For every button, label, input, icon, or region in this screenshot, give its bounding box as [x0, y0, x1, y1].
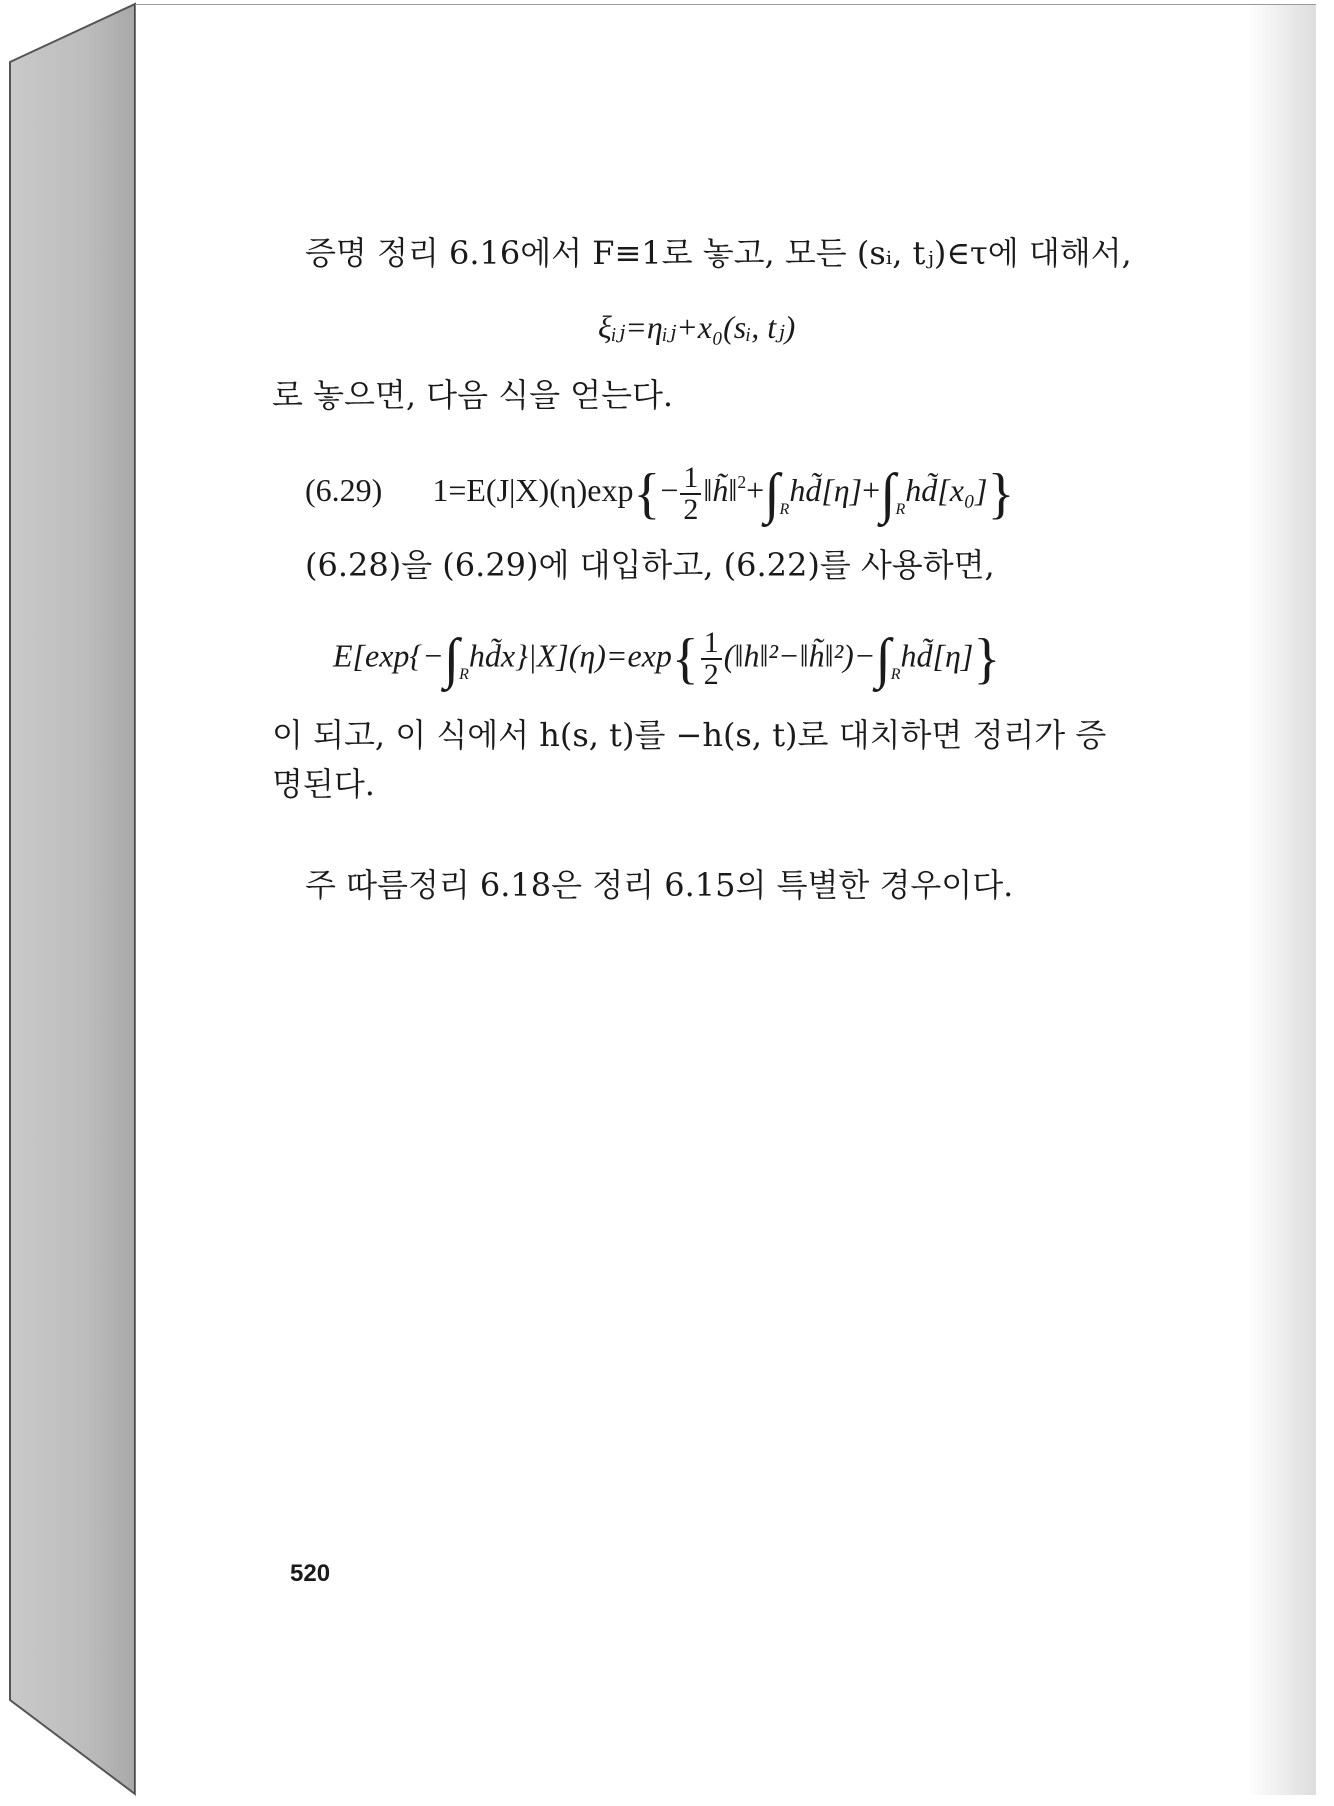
proof-line-1: 증명 정리 6.16에서 F≡1로 놓고, 모든 (sᵢ, tⱼ)∈τ에 대해서,	[305, 234, 1132, 272]
proof-line-4: 이 되고, 이 식에서 h(s, t)를 −h(s, t)로 대치하면 정리가 증	[272, 716, 1107, 754]
equation-label: (6.29)	[305, 472, 383, 509]
fraction-half	[701, 628, 722, 690]
eq2-plus-1: +	[746, 472, 765, 509]
eq3-part-b: hd̃x}|X](η)=exp	[468, 637, 672, 674]
right-brace-icon: }	[973, 628, 1001, 690]
eq3-part-a: E[exp{−	[333, 637, 444, 674]
page-edge-shadow	[1246, 5, 1316, 1795]
eq2-term-1: hd̃[η]	[789, 472, 863, 509]
eq2-neg: −	[660, 472, 679, 509]
book-spine	[0, 0, 140, 1806]
fraction-numerator: 1	[701, 628, 722, 660]
equation-xi	[598, 307, 795, 347]
fraction-denominator: 2	[683, 492, 699, 526]
left-brace-icon: {	[633, 462, 661, 525]
page-number: 520	[290, 1560, 331, 1587]
fraction-denominator: 2	[703, 658, 719, 691]
eq2-term-2: hd̃[x₀]	[905, 472, 988, 509]
integral-icon: ∫	[443, 628, 460, 690]
eq2-norm: ‖h̃‖	[703, 472, 738, 509]
fraction-half	[680, 460, 701, 526]
integral-icon: ∫	[880, 462, 896, 525]
equation-6-29	[305, 462, 1014, 530]
eq3-part-d: hd̃[η]	[900, 637, 974, 674]
integral-subscript: R	[895, 500, 906, 518]
left-brace-icon: {	[671, 628, 699, 690]
equation-expectation	[333, 628, 1000, 695]
integral-subscript: R	[890, 666, 901, 684]
integral-icon: ∫	[875, 628, 891, 690]
proof-line-5: 명된다.	[272, 765, 375, 803]
proof-line-3: (6.28)을 (6.29)에 대입하고, (6.22)를 사용하면,	[305, 546, 995, 584]
integral-subscript: R	[459, 666, 469, 684]
eq2-lhs: 1=E(J|X)(η)exp	[432, 472, 634, 509]
integral-subscript: R	[779, 500, 790, 518]
remark-note: 주 따름정리 6.18은 정리 6.15의 특별한 경우이다.	[305, 866, 1014, 904]
equation-xi-text: ξᵢⱼ=ηᵢⱼ+x₀(sᵢ, tⱼ)	[598, 309, 796, 345]
right-brace-icon: }	[987, 462, 1015, 525]
eq3-part-c: (‖h‖²−‖h̃‖²)−	[723, 637, 876, 674]
eq2-square: 2	[737, 472, 747, 492]
proof-line-2: 로 놓으면, 다음 식을 얻는다.	[272, 376, 674, 414]
eq2-plus-2: +	[862, 472, 881, 509]
integral-icon: ∫	[764, 462, 780, 525]
fraction-numerator: 1	[680, 463, 701, 495]
